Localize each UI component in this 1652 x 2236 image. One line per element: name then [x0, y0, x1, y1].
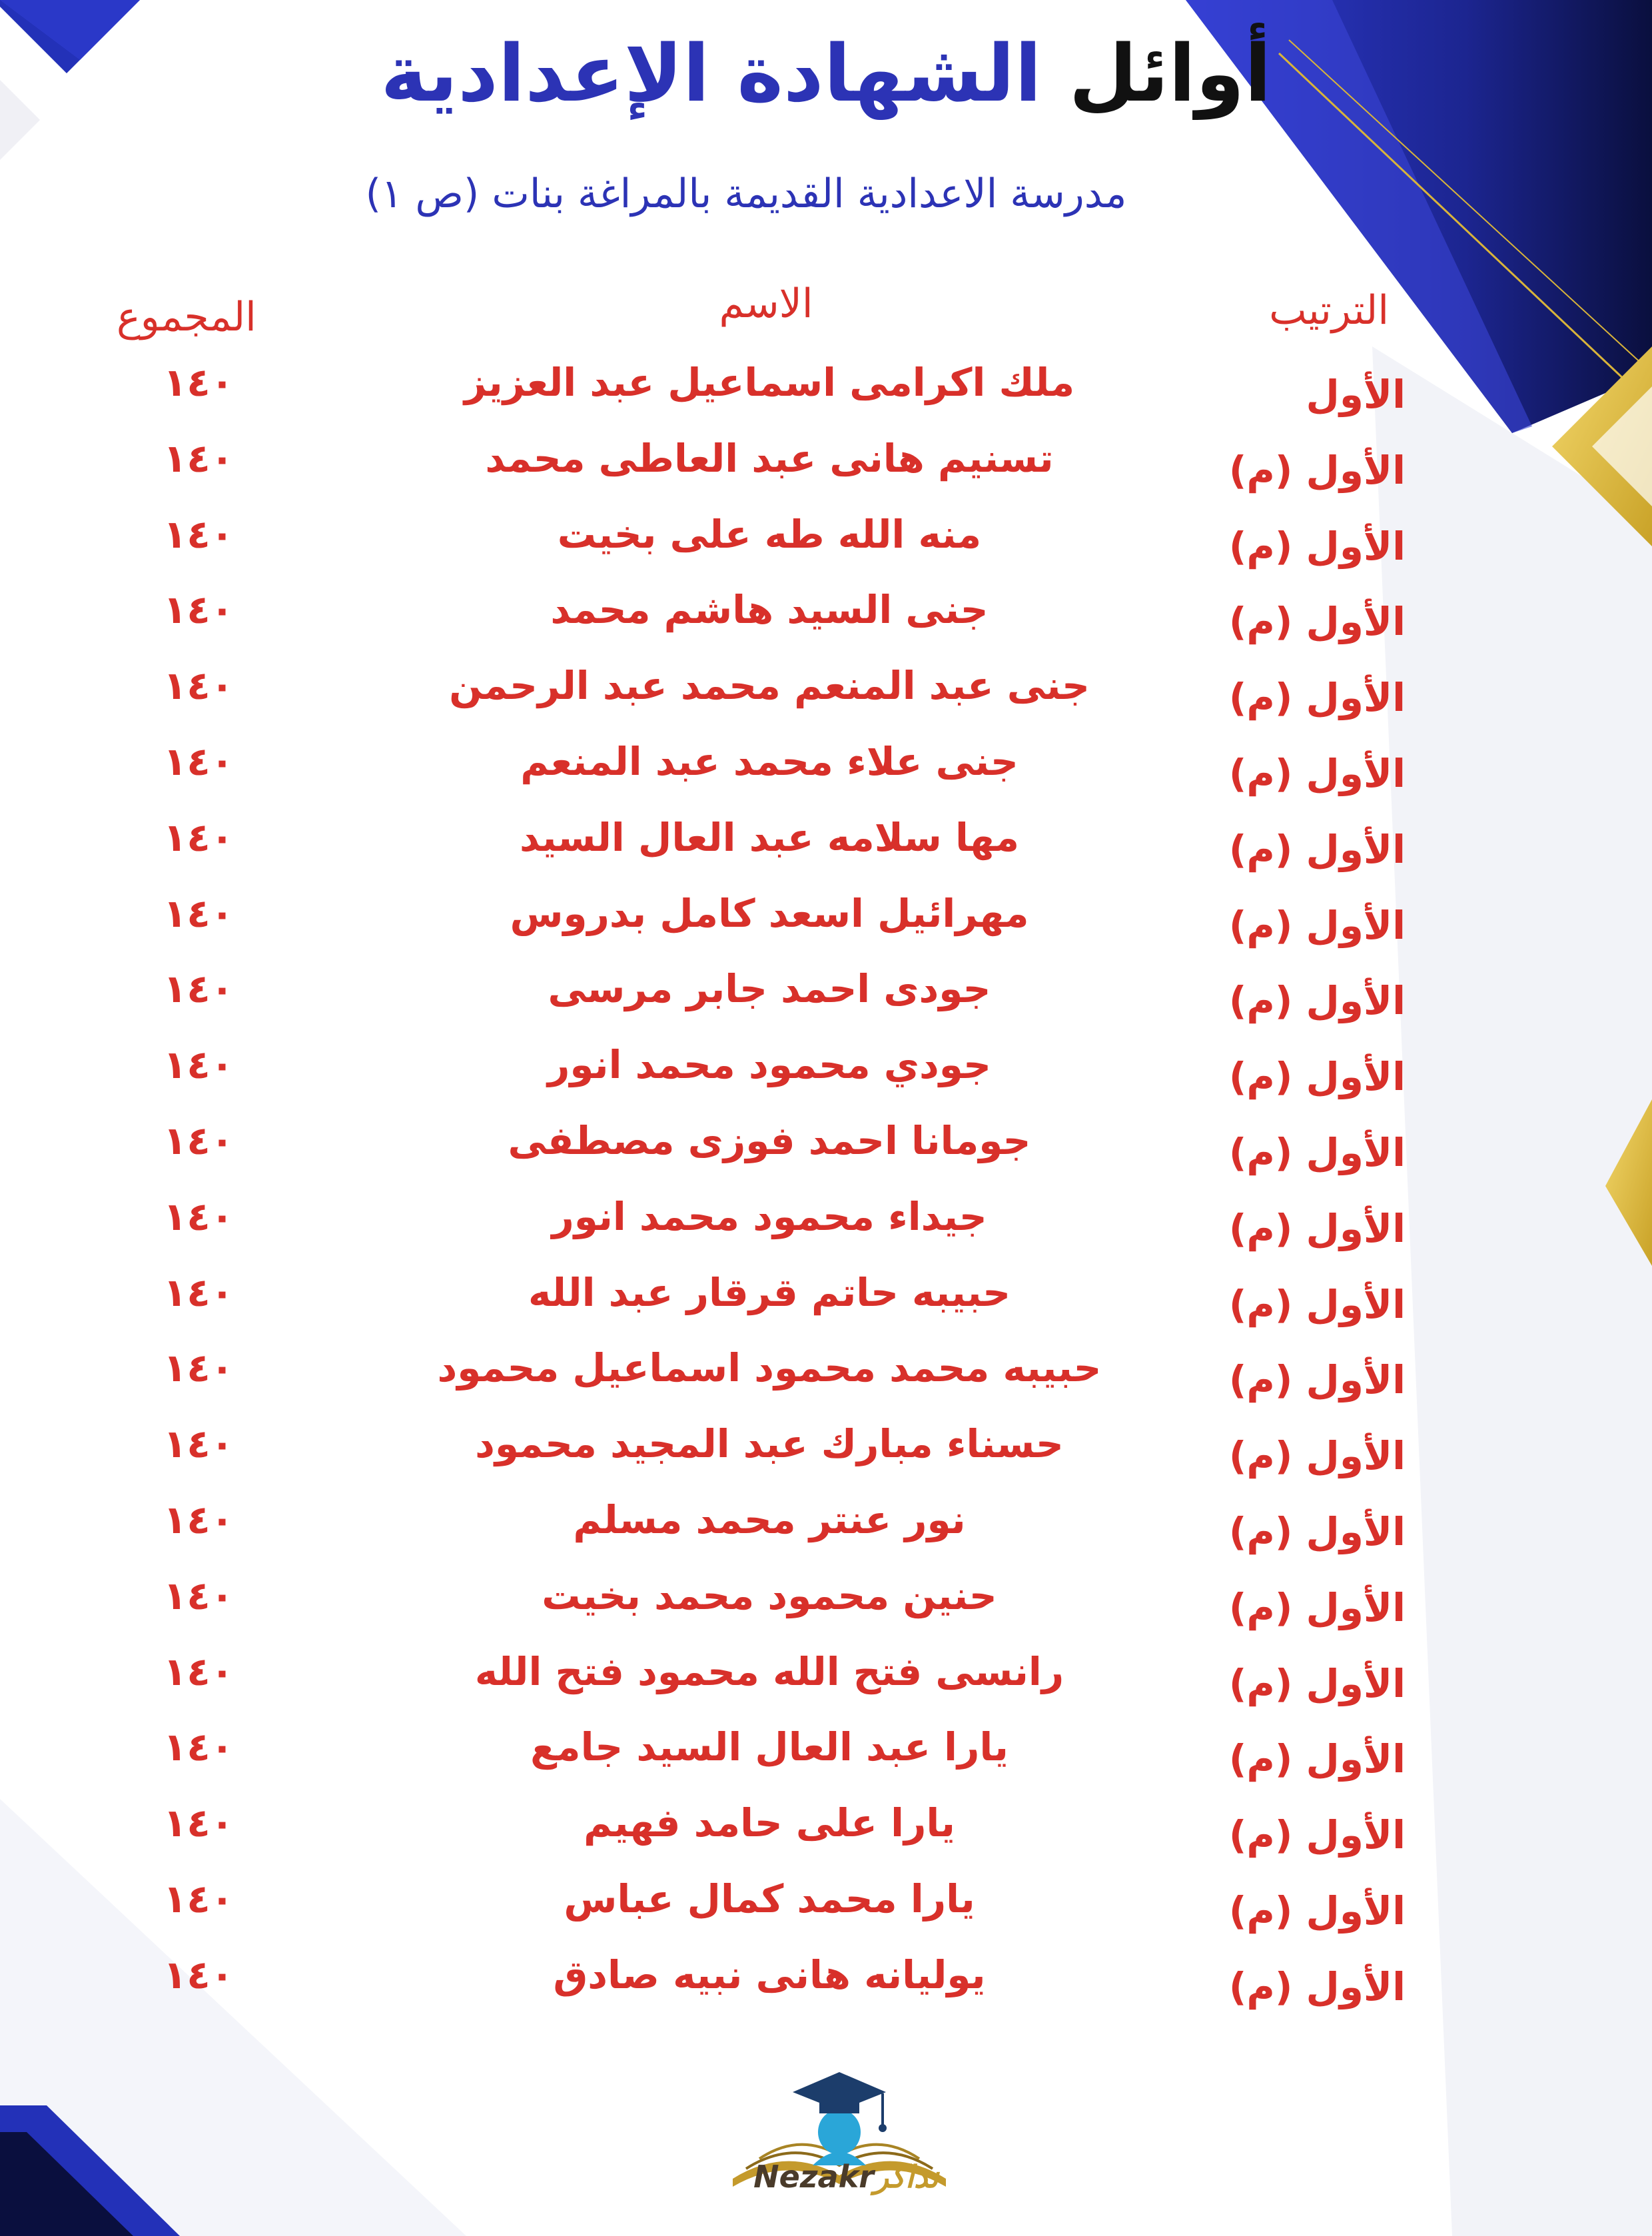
- row-total: ١٤٠: [163, 511, 234, 557]
- table-row: [0, 1800, 1652, 1876]
- row-name: نور عنتر محمد مسلم: [573, 1496, 966, 1542]
- row-total: ١٤٠: [163, 1800, 234, 1846]
- table-row: [0, 1042, 1652, 1118]
- row-rank: الأول (م): [1228, 1054, 1406, 1100]
- row-total: ١٤٠: [163, 1496, 234, 1542]
- row-total: ١٤٠: [163, 814, 234, 860]
- row-rank: الأول (م): [1228, 1281, 1406, 1327]
- logo-text: [736, 2159, 956, 2195]
- table-row: [0, 1194, 1652, 1270]
- row-total: ١٤٠: [163, 435, 234, 481]
- column-header-rank: الترتيب: [1269, 287, 1389, 334]
- row-name: جنى السيد هاشم محمد: [550, 587, 989, 633]
- column-header-total: المجموع: [117, 294, 256, 340]
- row-rank: الأول (م): [1228, 1129, 1406, 1175]
- row-name: حنين محمود محمد بخيت: [542, 1572, 997, 1618]
- table-row: [0, 1952, 1652, 2028]
- row-total: ١٤٠: [163, 1421, 234, 1467]
- table-row: [0, 1421, 1652, 1497]
- row-total: ١٤٠: [163, 1572, 234, 1618]
- row-total: ١٤٠: [163, 1193, 234, 1239]
- row-total: ١٤٠: [163, 966, 234, 1012]
- row-rank: الأول (م): [1228, 826, 1406, 872]
- table-row: [0, 815, 1652, 891]
- row-rank: الأول (م): [1228, 1888, 1406, 1934]
- row-total: ١٤٠: [163, 1952, 234, 1997]
- row-total: ١٤٠: [163, 1269, 234, 1315]
- table-row: [0, 1724, 1652, 1800]
- table-row: [0, 512, 1652, 588]
- row-total: ١٤٠: [163, 890, 234, 936]
- row-total: ١٤٠: [163, 360, 234, 405]
- row-rank: الأول (م): [1228, 599, 1406, 645]
- page-title: [0, 27, 1652, 121]
- table-row: [0, 966, 1652, 1042]
- table-row: [0, 1649, 1652, 1725]
- row-name: يارا عبد العال السيد جامع: [530, 1724, 1009, 1770]
- row-total: ١٤٠: [163, 1724, 234, 1770]
- table-row: [0, 663, 1652, 739]
- table-row: [0, 739, 1652, 815]
- row-total: ١٤٠: [163, 738, 234, 784]
- row-name: رانسى فتح الله محمود فتح الله: [474, 1648, 1064, 1694]
- row-rank: الأول: [1306, 372, 1406, 417]
- row-rank: الأول (م): [1228, 1357, 1406, 1403]
- row-name: حبيبه محمد محمود اسماعيل محمود: [437, 1345, 1102, 1391]
- row-total: ١٤٠: [163, 1042, 234, 1088]
- row-rank: الأول (م): [1228, 1812, 1406, 1858]
- row-rank: الأول (م): [1228, 675, 1406, 721]
- row-name: جنى عبد المنعم محمد عبد الرحمن: [449, 663, 1090, 709]
- row-name: جومانا احمد فوزى مصطفى: [508, 1117, 1031, 1163]
- row-name: حسناء مبارك عبد المجيد محمود: [475, 1421, 1064, 1467]
- row-name: حبيبه حاتم قرقار عبد الله: [528, 1269, 1011, 1315]
- row-total: ١٤٠: [163, 1648, 234, 1694]
- row-rank: الأول (م): [1228, 902, 1406, 948]
- logo-text-ar: نذاكر: [873, 2159, 939, 2195]
- row-total: ١٤٠: [163, 1345, 234, 1391]
- row-total: ١٤٠: [163, 1117, 234, 1163]
- row-rank: الأول (م): [1228, 1660, 1406, 1706]
- table-row: [0, 1497, 1652, 1573]
- nezakr-logo: [719, 2045, 959, 2225]
- title-word-2: الشهادة الإعدادية: [380, 27, 1042, 119]
- row-name: يارا على حامد فهيم: [584, 1800, 955, 1846]
- logo-text-en: Nezakr: [753, 2159, 874, 2195]
- table-row: [0, 587, 1652, 663]
- row-rank: الأول (م): [1228, 1584, 1406, 1630]
- row-rank: الأول (م): [1228, 1433, 1406, 1479]
- row-rank: الأول (م): [1228, 447, 1406, 493]
- row-name: ملك اكرامى اسماعيل عبد العزيز: [464, 360, 1075, 405]
- table-row: [0, 891, 1652, 967]
- row-rank: الأول (م): [1228, 978, 1406, 1024]
- row-rank: الأول (م): [1228, 1963, 1406, 2009]
- title-word-1: أوائل: [1068, 27, 1272, 119]
- row-total: ١٤٠: [163, 1876, 234, 1922]
- row-name: تسنيم هانى عبد العاطى محمد: [485, 435, 1054, 481]
- row-total: ١٤٠: [163, 663, 234, 709]
- table-row: [0, 1876, 1652, 1952]
- school-name: مدرسة الاعدادية القديمة بالمراغة بنات (ص ١): [365, 171, 1127, 217]
- table-row: [0, 436, 1652, 512]
- row-name: يارا محمد كمال عباس: [564, 1876, 975, 1922]
- table-row: [0, 360, 1652, 436]
- row-name: جودي محمود محمد انور: [548, 1042, 991, 1088]
- row-rank: الأول (م): [1228, 750, 1406, 796]
- row-rank: الأول (م): [1228, 523, 1406, 569]
- row-name: مهرائيل اسعد كامل بدروس: [510, 890, 1029, 936]
- row-name: مها سلامه عبد العال السيد: [519, 814, 1020, 860]
- row-total: ١٤٠: [163, 587, 234, 633]
- row-name: جودى احمد جابر مرسى: [548, 966, 991, 1012]
- row-rank: الأول (م): [1228, 1508, 1406, 1554]
- row-rank: الأول (م): [1228, 1205, 1406, 1251]
- table-row: [0, 1270, 1652, 1346]
- table-row: [0, 1118, 1652, 1194]
- table-row: [0, 1345, 1652, 1421]
- results-table: [0, 360, 1652, 2028]
- row-name: جيداء محمود محمد انور: [552, 1193, 987, 1239]
- table-row: [0, 1573, 1652, 1649]
- column-header-name: الاسم: [719, 280, 813, 327]
- row-name: يوليانه هانى نبيه صادق: [553, 1952, 986, 1997]
- row-name: جنى علاء محمد عبد المنعم: [520, 738, 1019, 784]
- row-name: منه الله طه على بخيت: [557, 511, 982, 557]
- row-rank: الأول (م): [1228, 1736, 1406, 1782]
